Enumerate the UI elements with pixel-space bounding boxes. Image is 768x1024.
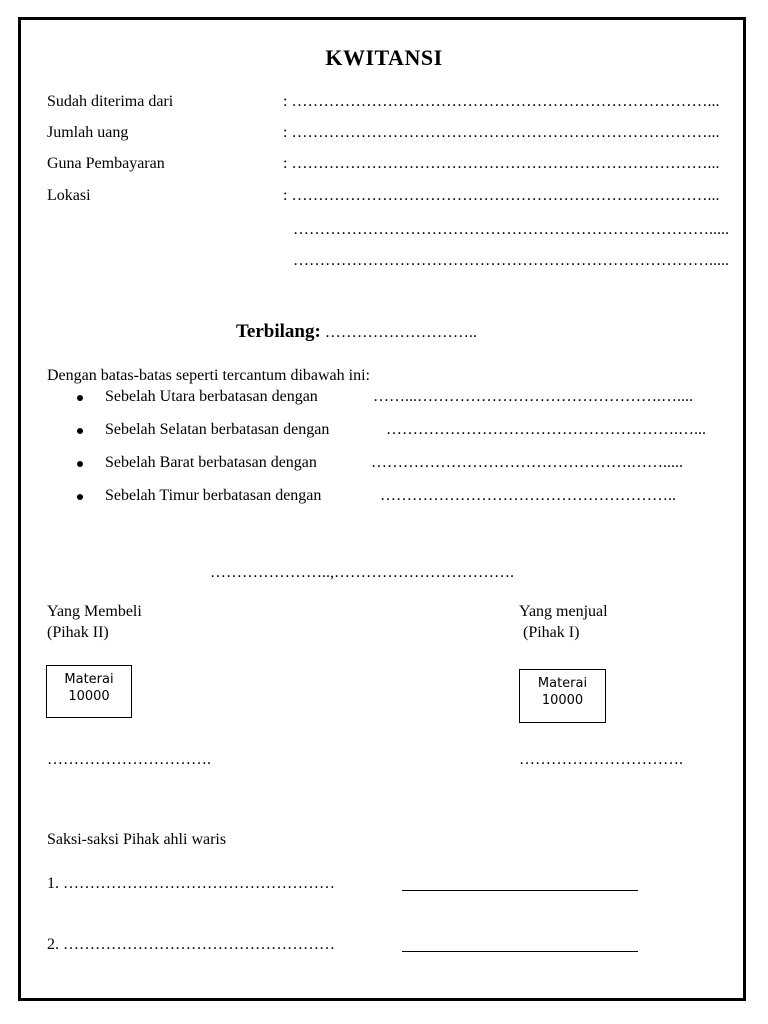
bullet-icon xyxy=(77,461,83,467)
field-label-location: Lokasi xyxy=(47,187,91,204)
witness-name-dots: …………………………………………… xyxy=(63,936,335,953)
boundary-dots-west: ………………………………………….……..... xyxy=(371,454,683,471)
field-label-purpose: Guna Pembayaran xyxy=(47,155,165,172)
terbilang-value: ……………………….. xyxy=(324,324,477,341)
boundary-label-north: Sebelah Utara berbatasan dengan xyxy=(105,388,318,405)
stamp-value: 10000 xyxy=(541,693,584,708)
location-extra-line: ……………………………………………………………………..... xyxy=(293,252,729,269)
field-value-received-from: : ……………………………………………………………………... xyxy=(283,93,720,110)
witness-number: 2. xyxy=(47,936,59,953)
witnesses-title: Saksi-saksi Pihak ahli waris xyxy=(47,831,227,848)
bullet-icon xyxy=(77,395,83,401)
buyer-signature-line: …………………………. xyxy=(47,751,211,768)
terbilang-label: Terbilang: xyxy=(236,321,321,342)
seller-stamp-box xyxy=(519,669,606,723)
stamp-value: 10000 xyxy=(68,689,110,704)
stamp-label: Materai xyxy=(537,676,588,691)
witness-signature-line xyxy=(402,890,638,891)
field-value-purpose: : ……………………………………………………………………... xyxy=(283,155,720,172)
seller-signature-line: …………………………. xyxy=(519,751,683,768)
seller-party: (Pihak I) xyxy=(523,624,580,641)
seller-role: Yang menjual xyxy=(519,603,608,620)
stamp-label: Materai xyxy=(64,672,114,687)
field-label-amount: Jumlah uang xyxy=(47,124,129,141)
place-date-line: …………………..,……………………………. xyxy=(210,564,514,581)
document-title: KWITANSI xyxy=(325,45,443,70)
witness-row-2 xyxy=(47,936,335,954)
boundary-label-south: Sebelah Selatan berbatasan dengan xyxy=(105,421,330,438)
boundary-label-west: Sebelah Barat berbatasan dengan xyxy=(105,454,317,471)
location-extra-line: ……………………………………………………………………..... xyxy=(293,221,729,238)
boundary-label-east: Sebelah Timur berbatasan dengan xyxy=(105,487,322,504)
buyer-stamp-box xyxy=(46,665,132,718)
witness-name-dots: …………………………………………… xyxy=(63,875,335,892)
boundary-dots-south: ……………………………………………….…... xyxy=(386,421,706,438)
buyer-party: (Pihak II) xyxy=(47,624,109,641)
witness-signature-line xyxy=(402,951,638,952)
boundary-dots-north: ……...……………………………………….….... xyxy=(373,388,693,405)
bullet-icon xyxy=(77,494,83,500)
boundaries-intro: Dengan batas-batas seperti tercantum dibawah ini: xyxy=(47,367,370,384)
field-label-received-from: Sudah diterima dari xyxy=(47,93,174,110)
terbilang-row xyxy=(236,321,477,343)
bullet-icon xyxy=(77,428,83,434)
boundary-dots-east: ……………………………………………….. xyxy=(380,487,676,504)
witness-number: 1. xyxy=(47,875,59,892)
buyer-role: Yang Membeli xyxy=(47,603,142,620)
witness-row-1 xyxy=(47,875,335,893)
field-value-location: : ……………………………………………………………………... xyxy=(283,187,720,204)
field-value-amount: : ……………………………………………………………………... xyxy=(283,124,720,141)
